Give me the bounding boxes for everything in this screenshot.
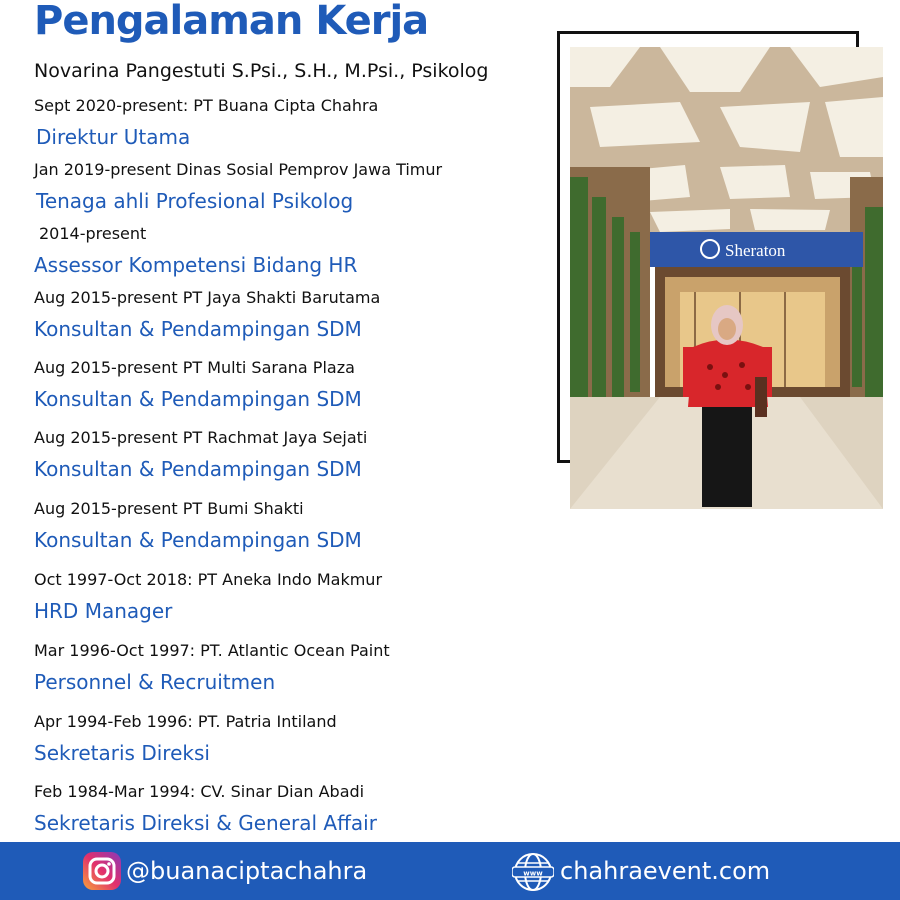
entry-role: Direktur Utama [36, 125, 191, 149]
entry-period: Feb 1984-Mar 1994: CV. Sinar Dian Abadi [34, 782, 365, 801]
experience-list [34, 0, 554, 840]
entry-role: Konsultan & Pendampingan SDM [34, 457, 362, 481]
entry-role: Konsultan & Pendampingan SDM [34, 387, 362, 411]
entry-period: Apr 1994-Feb 1996: PT. Patria Intiland [34, 712, 337, 731]
entry-period: Aug 2015-present PT Jaya Shakti Barutama [34, 288, 381, 307]
entry-period: Sept 2020-present: PT Buana Cipta Chahra [34, 96, 379, 115]
entry-period: Aug 2015-present PT Bumi Shakti [34, 499, 304, 518]
entry-role: Personnel & Recruitmen [34, 670, 276, 694]
instagram-icon [82, 851, 122, 891]
person-name: Novarina Pangestuti S.Psi., S.H., M.Psi., Psikolog [34, 60, 489, 82]
entry-period: Oct 1997-Oct 2018: PT Aneka Indo Makmur [34, 570, 383, 589]
entry-period: Aug 2015-present PT Multi Sarana Plaza [34, 358, 355, 377]
entry-period: Jan 2019-present Dinas Sosial Pemprov Jawa Timur [34, 160, 443, 179]
sign-text: Sheraton [725, 241, 786, 260]
entry-period: 2014-present [39, 224, 147, 243]
page-title: Pengalaman Kerja [34, 0, 429, 44]
website-link[interactable]: chahraevent.com [560, 857, 771, 885]
entry-role: Sekretaris Direksi [34, 741, 210, 765]
entry-period: Mar 1996-Oct 1997: PT. Atlantic Ocean Paint [34, 641, 390, 660]
entry-role: Tenaga ahli Profesional Psikolog [36, 189, 354, 213]
profile-photo [570, 47, 883, 509]
entry-period: Aug 2015-present PT Rachmat Jaya Sejati [34, 428, 368, 447]
svg-text:www: www [523, 869, 543, 878]
entry-role: Konsultan & Pendampingan SDM [34, 528, 362, 552]
entry-role: Konsultan & Pendampingan SDM [34, 317, 362, 341]
globe-www-icon [512, 851, 554, 893]
entry-role: Sekretaris Direksi & General Affair [34, 811, 377, 835]
entry-role: HRD Manager [34, 599, 173, 623]
footer-bar [0, 842, 900, 900]
entry-role: Assessor Kompetensi Bidang HR [34, 253, 358, 277]
instagram-handle[interactable]: @buanaciptachahra [126, 857, 368, 885]
